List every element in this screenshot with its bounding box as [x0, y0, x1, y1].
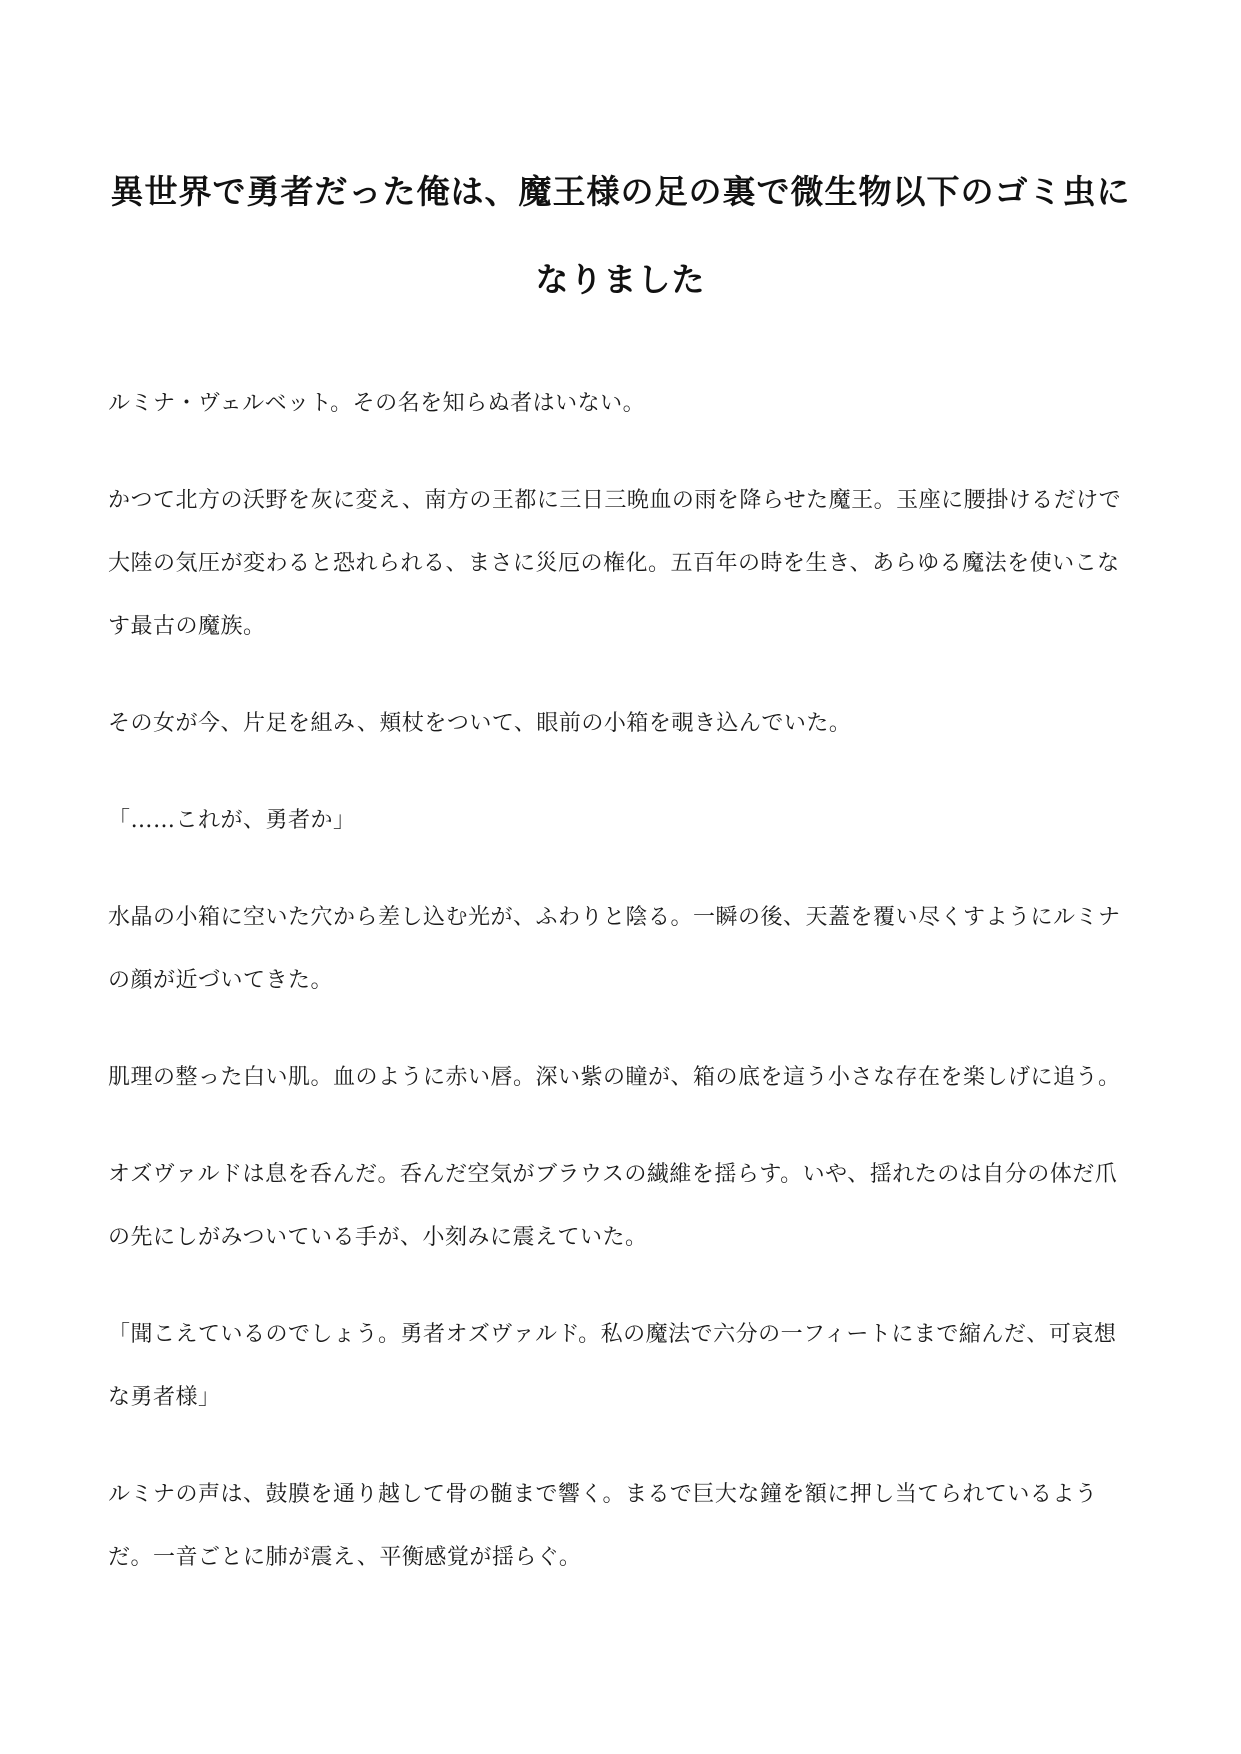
- paragraph: ルミナ・ヴェルベット。その名を知らぬ者はいない。: [108, 391, 646, 416]
- paragraph: 肌理の整った白い肌。血のように赤い唇。深い紫の瞳が、箱の底を這う小さな存在を楽しげに追う。: [108, 1065, 1121, 1090]
- paragraph: 水晶の小箱に空いた穴から差し込む光が、ふわりと陰る。一瞬の後、天蓋を覆い尽くすようにルミナの顔が近づいてきた。: [108, 905, 1121, 993]
- paragraph: オズヴァルドは息を呑んだ。呑んだ空気がブラウスの繊維を揺らす。いや、揺れたのは自分の体だ爪の先にしがみついている手が、小刻みに震えていた。: [108, 1162, 1118, 1250]
- document-body: [108, 372, 1133, 1589]
- paragraph: ルミナの声は、鼓膜を通り越して骨の髄まで響く。まるで巨大な鐘を額に押し当てられているようだ。一音ごとに肺が震え、平衡感覚が揺らぐ。: [108, 1482, 1098, 1570]
- document-title: 異世界で勇者だった俺は、魔王様の足の裏で微生物以下のゴミ虫になりました: [110, 172, 1131, 299]
- paragraph: 「……これが、勇者か」: [108, 808, 356, 833]
- paragraph: 「聞こえているのでしょう。勇者オズヴァルド。私の魔法で六分の一フィートにまで縮んだ、可哀想な勇者様」: [108, 1322, 1117, 1410]
- paragraph: かつて北方の沃野を灰に変え、南方の王都に三日三晩血の雨を降らせた魔王。玉座に腰掛けるだけで大陸の気圧が変わると恐れられる、まさに災厄の権化。五百年の時を生き、あらゆる魔法を使いこなす最古の魔族。: [108, 488, 1122, 639]
- paragraph: その女が今、片足を組み、頬杖をついて、眼前の小箱を覗き込んでいた。: [108, 711, 852, 736]
